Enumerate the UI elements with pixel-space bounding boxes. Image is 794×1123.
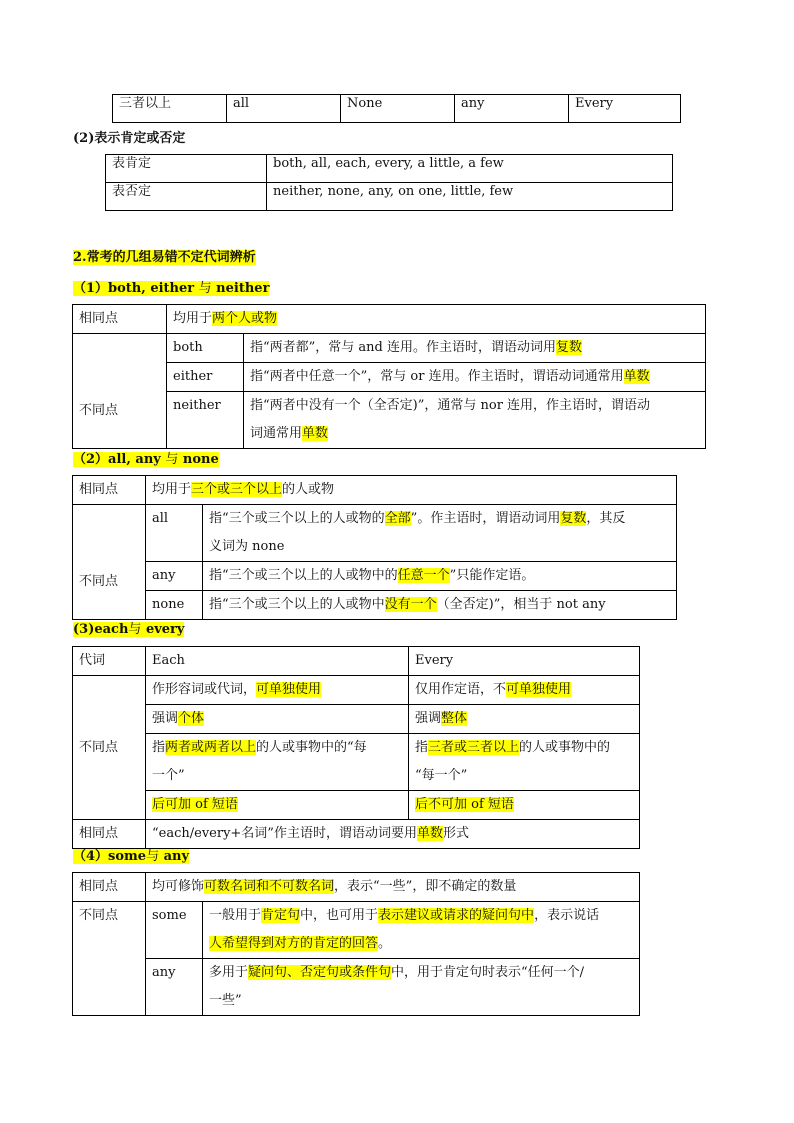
text-run: 指“两者都”，常与 and 连用。作主语时，谓语动词用	[250, 340, 557, 355]
highlight-run: 三者或三者以上	[428, 740, 520, 755]
highlight-run: 复数	[556, 340, 583, 355]
text-line	[152, 734, 402, 762]
text-run: ”只能作定语。	[449, 568, 535, 583]
text-line: 义词为 none	[209, 539, 285, 554]
highlight-run: 可数名词和不可数名词	[204, 879, 335, 894]
highlight-run: 疑问句、否定句或条件句	[248, 965, 392, 980]
text-line	[209, 505, 670, 533]
section1-word-both: both	[167, 334, 244, 363]
section4-same-value	[146, 873, 640, 902]
section1-title-part: 与	[198, 281, 212, 296]
section1-title-part: （1）both, either	[73, 281, 199, 296]
text-run: 均用于	[152, 482, 192, 497]
section3-every-row2	[409, 705, 640, 734]
section2-word-any: any	[146, 562, 203, 591]
text-run: 均可修饰	[152, 879, 205, 894]
text-line	[209, 902, 633, 930]
section3-title-part: 与	[128, 622, 142, 637]
highlight-run: 后不可加 of 短语	[415, 797, 514, 812]
highlight-run: 两者或两者以上	[165, 740, 257, 755]
section3-each-row1	[146, 676, 409, 705]
text-line	[209, 930, 633, 958]
section2-same-label: 相同点	[73, 476, 146, 505]
cell-none: None	[341, 95, 455, 123]
text-run: ”。作主语时，谓语动词用	[410, 511, 561, 526]
section3-each-row3	[146, 734, 409, 791]
section3-each-row2	[146, 705, 409, 734]
section1-desc-both	[244, 334, 706, 363]
section1-title	[73, 280, 269, 298]
section3-title-part: (3)each	[73, 622, 129, 637]
text-run: ，表示说话	[534, 908, 600, 923]
section2-title	[73, 451, 219, 469]
section1-word-either: either	[167, 363, 244, 392]
text-run: ，其反	[586, 511, 626, 526]
section1-desc-neither	[244, 392, 706, 449]
section4-diff-label: 不同点	[73, 902, 146, 1016]
section3-every-row3	[409, 734, 640, 791]
section2-desc-all	[203, 505, 677, 562]
text-line	[250, 420, 699, 448]
section3-each-row4	[146, 791, 409, 820]
section4-word-some: some	[146, 902, 203, 959]
text-line: 一个”	[152, 768, 185, 783]
section1-title-part: neither	[211, 281, 270, 296]
text-line: “每一个”	[415, 768, 468, 783]
highlight-run: 全部	[384, 511, 411, 526]
text-run: 指	[152, 740, 166, 755]
cell-all: all	[227, 95, 341, 123]
highlight-run: 三个或三个以上	[191, 482, 283, 497]
text-run: “each/every+名词”作主语时，谓语动词要用	[152, 826, 417, 841]
section2-table	[72, 475, 677, 620]
section1-same-value	[167, 305, 706, 334]
section4-word-any: any	[146, 959, 203, 1016]
text-run: 中，也可用于	[300, 908, 379, 923]
text-line	[209, 959, 633, 987]
text-run: 词通常用	[250, 426, 303, 441]
section4-same-label: 相同点	[73, 873, 146, 902]
text-run: 中，用于肯定句时表示“任何一个/	[391, 965, 585, 980]
highlight-run: 两个人或物	[212, 311, 278, 326]
affirm-value: both, all, each, every, a little, a few	[267, 155, 673, 183]
section4-title-part: 与	[146, 849, 160, 864]
highlight-run: 可单独使用	[256, 682, 322, 697]
section4-title	[73, 848, 189, 866]
text-run: 指	[415, 740, 429, 755]
section3-same-value	[146, 820, 640, 849]
text-line: 一些”	[209, 993, 242, 1008]
highlight-run: 单数	[623, 369, 650, 384]
text-run: （全否定)”，相当于 not any	[436, 597, 606, 612]
text-run: 的人或事物中的	[519, 740, 611, 755]
section3-header-pronoun: 代词	[73, 647, 146, 676]
section2-same-value	[146, 476, 677, 505]
negate-label: 表否定	[106, 183, 267, 211]
section4-table	[72, 872, 640, 1016]
negate-value: neither, none, any, on one, little, few	[267, 183, 673, 211]
cell-three-or-more: 三者以上	[113, 95, 227, 123]
highlight-run: 单数	[416, 826, 443, 841]
section1-desc-either	[244, 363, 706, 392]
section2-diff-label: 不同点	[73, 505, 146, 620]
text-run: 均用于	[173, 311, 213, 326]
main-heading	[73, 249, 256, 267]
text-run: 强调	[415, 711, 442, 726]
text-run: 指“三个或三个以上的人或物中	[209, 597, 385, 612]
text-line: 指“两者中没有一个（全否定)”，通常与 nor 连用，作主语时，谓语动	[250, 398, 651, 413]
text-run: 的人或事物中的“每	[256, 740, 367, 755]
highlight-run: 可单独使用	[506, 682, 572, 697]
text-run: ，表示“一些”，即不确定的数量	[334, 879, 517, 894]
cell-any: any	[455, 95, 569, 123]
section3-title	[73, 621, 184, 639]
section3-same-label: 相同点	[73, 820, 146, 849]
section3-diff-label: 不同点	[73, 676, 146, 820]
section4-desc-any	[203, 959, 640, 1016]
highlight-run: 任意一个	[397, 568, 450, 583]
highlight-run: 复数	[560, 511, 587, 526]
highlight-run: 人希望得到对方的肯定的回答	[209, 936, 379, 951]
affirm-negate-table	[105, 154, 673, 211]
text-run: 仅用作定语，不	[415, 682, 507, 697]
text-run: 指“两者中任意一个”，常与 or 连用。作主语时，谓语动词通常用	[250, 369, 624, 384]
section3-title-part: every	[141, 622, 185, 637]
highlight-run: 表示建议或请求的疑问句中	[378, 908, 535, 923]
text-run: 强调	[152, 711, 179, 726]
text-run: 作形容词或代词，	[152, 682, 257, 697]
top-row-table	[112, 94, 681, 123]
section1-word-neither: neither	[167, 392, 244, 449]
section4-title-part: any	[159, 849, 190, 864]
section1-same-label: 相同点	[73, 305, 167, 334]
highlight-run: 单数	[302, 426, 329, 441]
text-run: 一般用于	[209, 908, 262, 923]
section4-title-part: （4）some	[73, 849, 147, 864]
text-run: 指“三个或三个以上的人或物的	[209, 511, 385, 526]
cell-every: Every	[569, 95, 681, 123]
section-affirm-title: (2)表示肯定或否定	[73, 131, 186, 146]
affirm-label: 表肯定	[106, 155, 267, 183]
section4-desc-some	[203, 902, 640, 959]
text-run: 的人或物	[282, 482, 335, 497]
section3-table	[72, 646, 640, 849]
highlight-run: 后可加 of 短语	[152, 797, 238, 812]
section2-title-part: none	[178, 452, 219, 467]
section2-title-part: （2）all, any	[73, 452, 166, 467]
main-heading-text: 2.常考的几组易错不定代词辨析	[73, 250, 256, 265]
section1-diff-label: 不同点	[73, 334, 167, 449]
section2-desc-any	[203, 562, 677, 591]
text-run: 。	[378, 936, 392, 951]
section2-word-none: none	[146, 591, 203, 620]
section2-title-part: 与	[165, 452, 179, 467]
highlight-run: 肯定句	[261, 908, 301, 923]
text-run: 形式	[442, 826, 469, 841]
highlight-run: 没有一个	[384, 597, 437, 612]
text-line	[415, 734, 633, 762]
section3-header-each: Each	[146, 647, 409, 676]
section3-every-row1	[409, 676, 640, 705]
section1-table	[72, 304, 706, 449]
section2-desc-none	[203, 591, 677, 620]
highlight-run: 整体	[441, 711, 468, 726]
section2-word-all: all	[146, 505, 203, 562]
section3-header-every: Every	[409, 647, 640, 676]
text-run: 多用于	[209, 965, 249, 980]
highlight-run: 个体	[178, 711, 205, 726]
section3-every-row4	[409, 791, 640, 820]
text-run: 指“三个或三个以上的人或物中的	[209, 568, 398, 583]
